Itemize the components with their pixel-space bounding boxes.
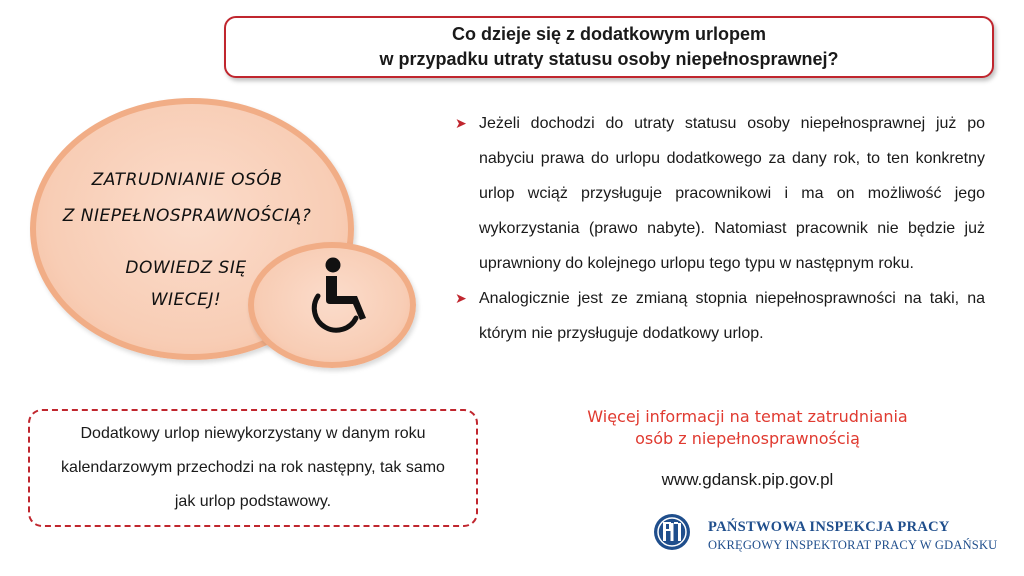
promo-line3: DOWIEDZ SIĘ <box>125 258 247 278</box>
promo-line2: Z NIEPEŁNOSPRAWNOŚCIĄ? <box>62 206 312 226</box>
website-link[interactable]: www.gdansk.pip.gov.pl <box>661 470 834 489</box>
logo-line1: PAŃSTWOWA INSPEKCJA PRACY <box>708 519 950 535</box>
note-box <box>28 409 478 527</box>
more-info-line1: Więcej informacji na temat zatrudniania <box>587 407 908 426</box>
arrow-bullet-icon: ➤ <box>455 115 467 131</box>
promo-line1: ZATRUDNIANIE OSÓB <box>91 170 283 190</box>
bullet-text: Analogicznie jest ze zmianą stopnia niepełnosprawności na taki, na którym nie przysługuje dodatkowy urlop. <box>479 290 985 342</box>
note-text: Dodatkowy urlop niewykorzystany w danym roku kalendarzowym przechodzi na rok następny, tak samo jak urlop podstawowy. <box>61 425 445 510</box>
more-info-text <box>560 406 935 450</box>
page-title <box>224 16 994 78</box>
logo-line2: OKRĘGOWY INSPEKTORAT PRACY W GDAŃSKU <box>708 538 998 552</box>
more-info-line2: osób z niepełnosprawnością <box>635 429 860 448</box>
page-title-line1: Co dzieje się z dodatkowym urlopem <box>451 24 767 44</box>
list-item <box>455 281 985 351</box>
bullet-text: Jeżeli dochodzi do utraty statusu osoby niepełnosprawnej już po nabyciu prawa do urlopu dodatkowego za dany rok, to ten konkretny urlop wciąż przysługuje pracownikowi i ma on możliwość jego wykorzystania (prawo nabyte). Natomiast pracownik nie będzie już uprawniony do kolejnego urlopu tego typu w następnym roku. <box>479 115 985 272</box>
bullet-list <box>455 106 985 351</box>
pip-logo-icon <box>652 512 692 552</box>
promo-line4: WIECEJ! <box>150 290 222 310</box>
arrow-bullet-icon: ➤ <box>455 290 467 306</box>
logo-text <box>708 519 997 553</box>
page-title-line2: w przypadku utraty statusu osoby niepełnosprawnej? <box>379 49 839 69</box>
wheelchair-icon <box>300 256 380 336</box>
list-item <box>455 106 985 281</box>
